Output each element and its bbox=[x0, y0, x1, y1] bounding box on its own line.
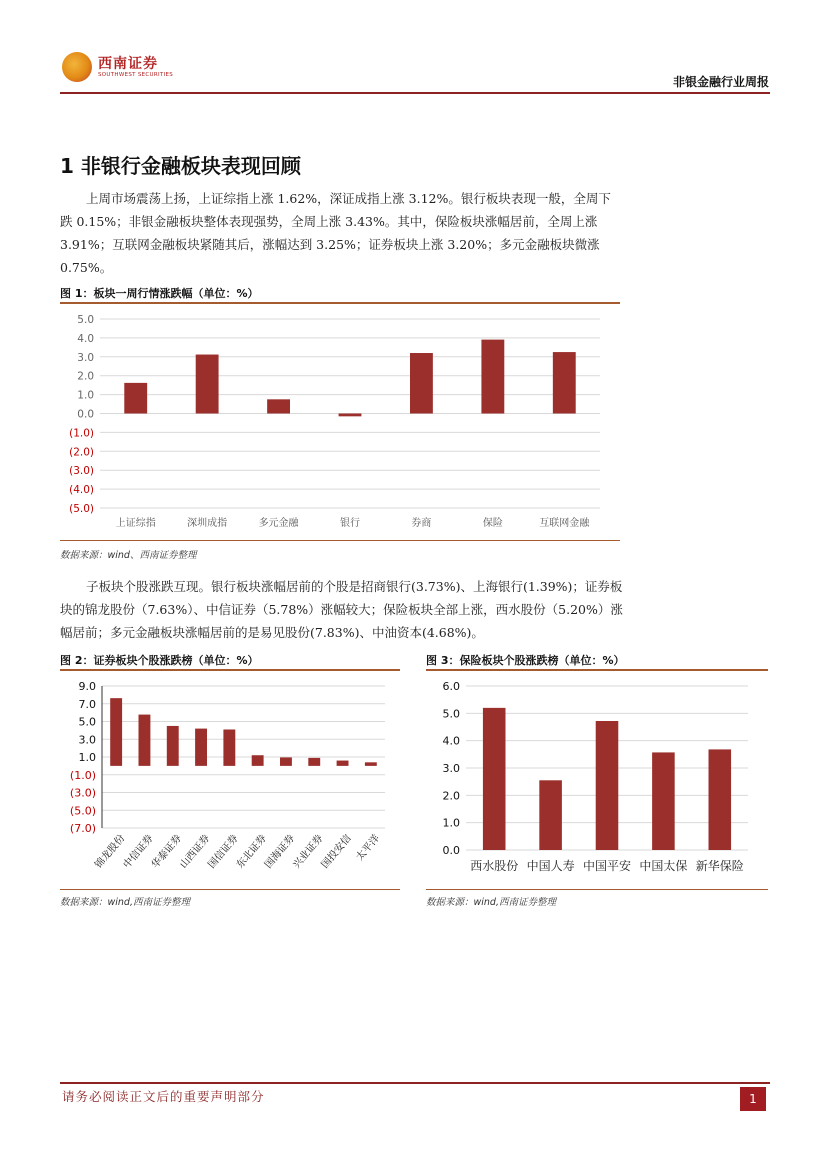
paragraph-2: 子板块个股涨跌互现。银行板块涨幅居前的个股是招商银行(3.73%)、上海银行(1.39%)；证券板块的锦龙股份（7.63%）、中信证券（5.78%）涨幅较大；保险板块全部上涨，西水股份（5.20%）涨幅居前；多元金融板块涨幅居前的是易见股份(7.83%)、中油资本(4.68%)。 bbox=[60, 579, 623, 640]
y-tick-label: (4.0) bbox=[69, 484, 94, 497]
bar bbox=[596, 721, 619, 850]
y-tick-label: 1.0 bbox=[77, 389, 94, 402]
logo-text: 西南证券 bbox=[98, 56, 158, 72]
x-tick-label: 保险 bbox=[482, 518, 503, 529]
figure-1-bottom-rule bbox=[60, 540, 620, 541]
bar bbox=[196, 355, 219, 414]
y-tick-label: 5.0 bbox=[442, 707, 460, 721]
y-tick-label: 3.0 bbox=[78, 733, 96, 747]
paragraph-1-block bbox=[60, 187, 620, 279]
y-tick-label: (2.0) bbox=[69, 446, 94, 459]
paragraph-2-block bbox=[60, 575, 630, 644]
y-tick-label: 6.0 bbox=[442, 680, 460, 693]
y-tick-label: (5.0) bbox=[69, 503, 94, 515]
figure-2-bottom-rule bbox=[60, 889, 400, 890]
company-logo bbox=[62, 52, 172, 86]
bar bbox=[267, 399, 290, 413]
bar bbox=[709, 749, 732, 850]
y-tick-label: 1.0 bbox=[78, 751, 96, 764]
footer-divider bbox=[60, 1082, 770, 1084]
x-tick-label: 山西证券 bbox=[178, 832, 213, 871]
bar bbox=[410, 353, 433, 413]
y-tick-label: (1.0) bbox=[69, 768, 96, 782]
figure-2-title: 图 2：证券板块个股涨跌榜（单位：%） bbox=[60, 654, 259, 667]
y-tick-label: 5.0 bbox=[78, 715, 96, 729]
y-tick-label: 2.0 bbox=[77, 370, 94, 383]
figure-3-chart bbox=[426, 671, 768, 889]
figure-3-title: 图 3：保险板块个股涨跌榜（单位：%） bbox=[426, 654, 625, 667]
y-tick-label: 3.0 bbox=[442, 762, 460, 775]
header-divider bbox=[60, 92, 770, 94]
x-tick-label: 中国平安 bbox=[582, 859, 632, 873]
bar bbox=[308, 758, 320, 766]
x-tick-label: 中信证券 bbox=[121, 832, 156, 871]
x-tick-label: 新华保险 bbox=[695, 859, 744, 873]
x-tick-label: 锦龙股份 bbox=[93, 832, 128, 871]
bar bbox=[483, 708, 506, 850]
bar bbox=[481, 340, 504, 414]
bar bbox=[110, 698, 122, 766]
y-tick-label: (7.0) bbox=[69, 822, 96, 835]
y-tick-label: 3.0 bbox=[77, 351, 94, 364]
x-tick-label: 国投安信 bbox=[319, 832, 354, 871]
x-tick-label: 互联网金融 bbox=[539, 518, 590, 529]
bar bbox=[337, 761, 349, 766]
figure-1-chart bbox=[60, 304, 620, 540]
figure-3-source: 数据来源：wind,西南证券整理 bbox=[426, 897, 556, 908]
y-tick-label: 4.0 bbox=[77, 332, 94, 345]
bar bbox=[139, 715, 151, 766]
bar bbox=[167, 726, 179, 766]
x-tick-label: 东北证券 bbox=[234, 832, 269, 871]
y-tick-label: 1.0 bbox=[442, 816, 460, 830]
x-tick-label: 银行 bbox=[340, 518, 360, 529]
figure-1-source: 数据来源：wind、西南证券整理 bbox=[60, 550, 197, 561]
footer-disclaimer: 请务必阅读正文后的重要声明部分 bbox=[62, 1089, 265, 1104]
bar bbox=[553, 352, 576, 413]
logo-subtext: SOUTHWEST SECURITIES bbox=[98, 72, 174, 78]
x-tick-label: 中国太保 bbox=[639, 859, 688, 873]
x-tick-label: 华泰证券 bbox=[149, 832, 184, 871]
x-tick-label: 太平洋 bbox=[354, 832, 383, 864]
x-tick-label: 西水股份 bbox=[470, 859, 519, 873]
x-tick-label: 兴业证券 bbox=[291, 832, 326, 871]
bar bbox=[223, 729, 235, 765]
x-tick-label: 券商 bbox=[411, 518, 432, 529]
figure-1-title: 图 1：板块一周行情涨跌幅（单位：%） bbox=[60, 287, 259, 300]
bar bbox=[539, 780, 562, 850]
x-tick-label: 上证综指 bbox=[115, 518, 156, 529]
y-tick-label: 0.0 bbox=[77, 408, 94, 421]
x-tick-label: 深圳成指 bbox=[187, 518, 228, 529]
report-type: 非银金融行业周报 bbox=[672, 75, 769, 89]
page-number: 1 bbox=[740, 1087, 766, 1111]
bar bbox=[124, 383, 147, 414]
bar bbox=[652, 752, 675, 850]
y-tick-label: (3.0) bbox=[69, 465, 94, 478]
section-title: 1 非银行金融板块表现回顾 bbox=[60, 154, 301, 178]
y-tick-label: 4.0 bbox=[442, 734, 460, 748]
figure-3-bottom-rule bbox=[426, 889, 768, 890]
paragraph-1: 上周市场震荡上扬，上证综指上涨 1.62%，深证成指上涨 3.12%。银行板块表现一般，全周下跌 0.15%；非银金融板块整体表现强势，全周上涨 3.43%。其中，保险板块涨幅居前，全周上涨 3.91%；互联网金融板块紧随其后，涨幅达到 3.25%；证券板块上涨 3.20%；多元金融板块微涨 0.75%。 bbox=[60, 191, 611, 275]
bar bbox=[365, 762, 377, 766]
x-tick-label: 多元金融 bbox=[258, 518, 299, 529]
x-tick-label: 中国人寿 bbox=[526, 859, 575, 873]
y-tick-label: 2.0 bbox=[442, 789, 460, 803]
figure-2-source: 数据来源：wind,西南证券整理 bbox=[60, 897, 190, 908]
bar bbox=[339, 414, 362, 417]
logo-emblem-icon bbox=[62, 52, 92, 82]
y-tick-label: 5.0 bbox=[77, 314, 94, 326]
y-tick-label: 0.0 bbox=[442, 844, 460, 857]
y-tick-label: (3.0) bbox=[69, 786, 96, 800]
y-tick-label: 7.0 bbox=[78, 697, 96, 711]
y-tick-label: 9.0 bbox=[78, 680, 96, 693]
figure-2-chart bbox=[60, 671, 400, 889]
x-tick-label: 国信证券 bbox=[206, 832, 241, 871]
x-tick-label: 国海证券 bbox=[263, 832, 298, 871]
bar bbox=[280, 757, 292, 765]
bar bbox=[252, 755, 264, 766]
y-tick-label: (5.0) bbox=[69, 804, 96, 818]
y-tick-label: (1.0) bbox=[69, 427, 94, 440]
bar bbox=[195, 729, 207, 766]
